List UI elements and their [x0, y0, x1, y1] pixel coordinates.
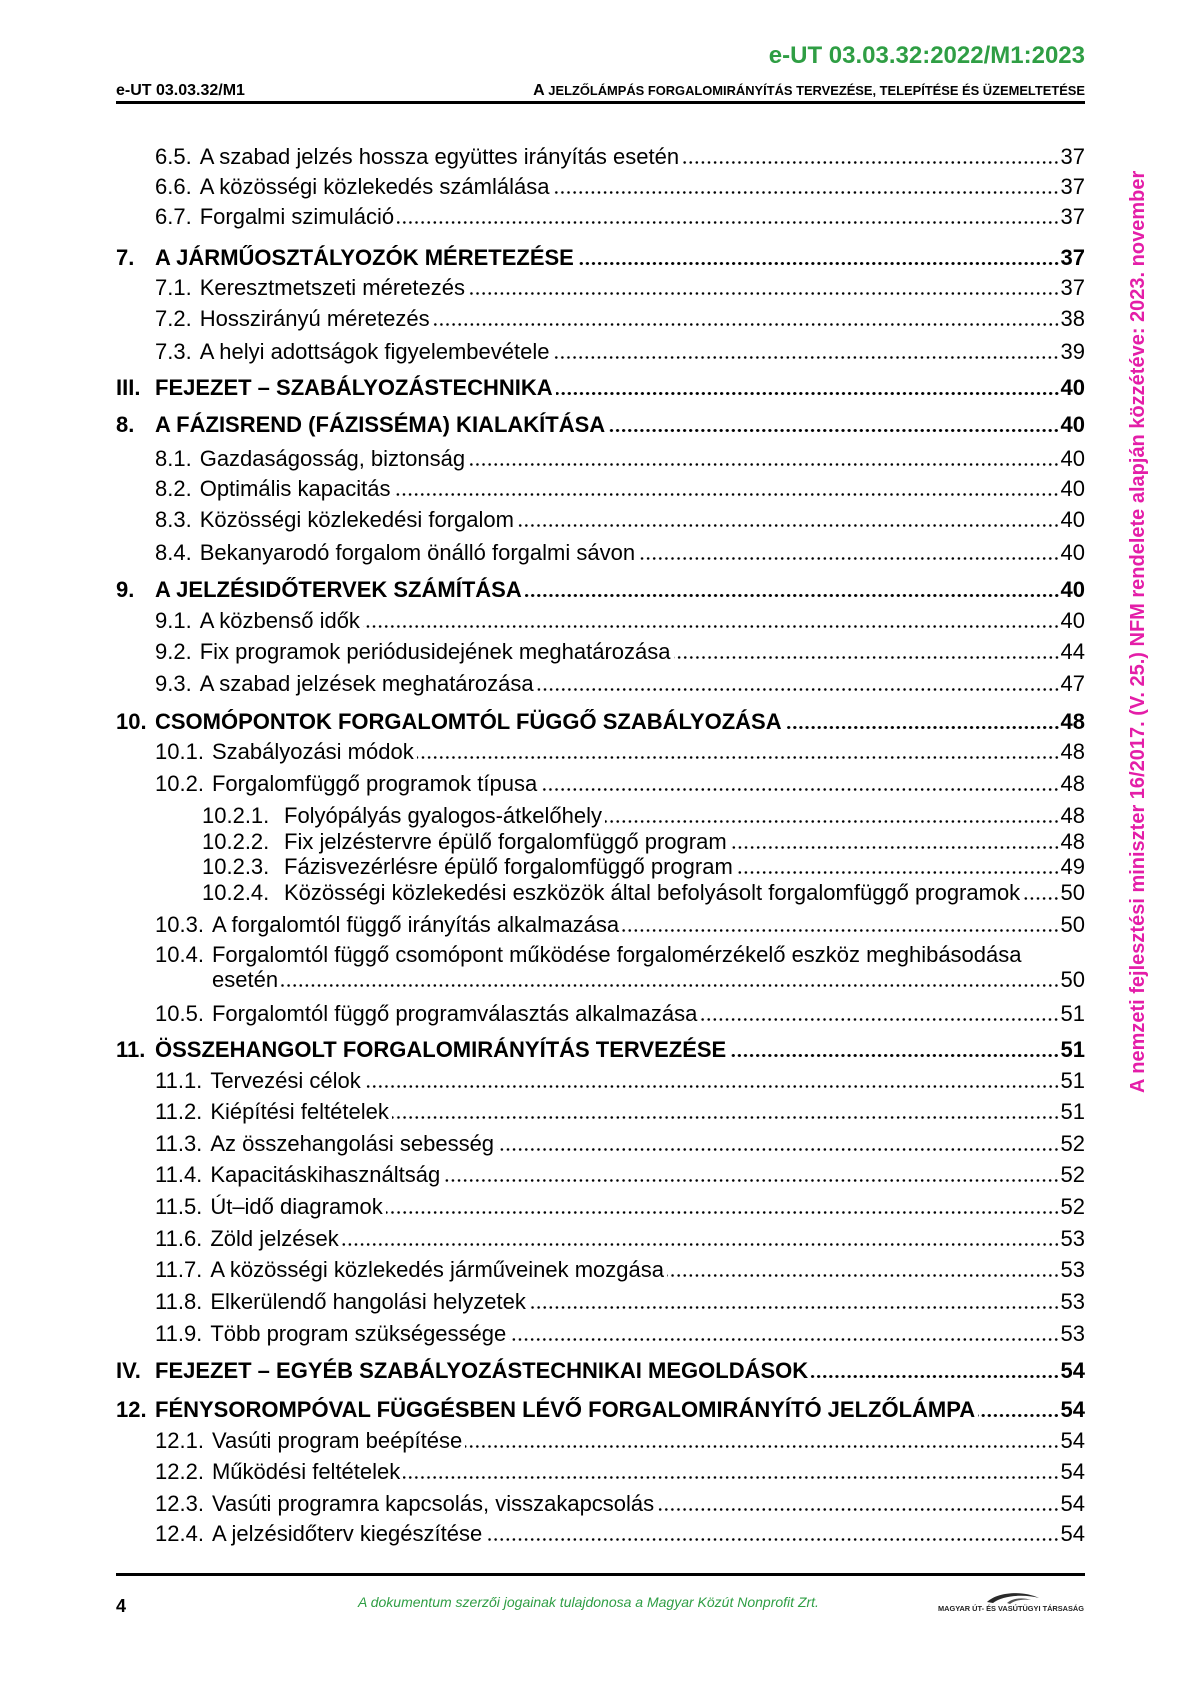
- toc-entry-page: 52: [1060, 1194, 1085, 1219]
- toc-entry-number: III.: [116, 375, 141, 400]
- toc-entry-title: Közösségi közlekedési eszközök által befolyásolt forgalomfüggő programok: [284, 880, 1021, 905]
- toc-entry[interactable]: [155, 1491, 1085, 1517]
- toc-entry[interactable]: [155, 1068, 1085, 1094]
- leader-dots: [364, 1085, 1060, 1088]
- toc-entry-page: 54: [1060, 1521, 1085, 1546]
- toc-entry-page: 40: [1060, 446, 1085, 471]
- toc-entry-title: Forgalomtól függő csomópont működése forgalomérzékelő eszköz meghibásodása: [211, 942, 1022, 967]
- toc-entry-title: Vasúti programra kapcsolás, visszakapcsolás: [211, 1491, 655, 1516]
- toc-entry-page: 47: [1060, 671, 1085, 696]
- toc-entry[interactable]: [155, 1162, 1085, 1188]
- toc-entry-title: FEJEZET – EGYÉB SZABÁLYOZÁSTECHNIKAI MEGOLDÁSOK: [155, 1358, 809, 1383]
- toc-entry-number: 11.5.: [155, 1194, 203, 1219]
- toc-entry-title: Fázisvezérlésre épülő forgalomfüggő program: [284, 854, 733, 879]
- leader-dots: [622, 929, 1059, 932]
- toc-entry-number: 11.8.: [155, 1289, 203, 1314]
- toc-entry-title: Folyópályás gyalogos-átkelőhely: [284, 803, 602, 828]
- toc-entry-number: 10.2.2.: [202, 829, 270, 854]
- leader-dots: [529, 1306, 1060, 1309]
- toc-entry-number: 12.1.: [155, 1428, 204, 1453]
- toc-entry-title: Optimális kapacitás: [199, 476, 391, 501]
- toc-entry[interactable]: [155, 446, 1085, 472]
- toc-entry-title: Keresztmetszeti méretezés: [199, 275, 466, 300]
- toc-entry-title: A közbenső idők: [199, 608, 360, 633]
- toc-entry-number: 7.3.: [155, 339, 192, 364]
- toc-entry[interactable]: [155, 1321, 1085, 1347]
- toc-entry-number: 6.6.: [155, 174, 192, 199]
- page-number: 4: [116, 1596, 127, 1616]
- toc-entry-title: Kapacitáskihasználtság: [210, 1162, 441, 1187]
- toc-entry-title: Működési feltételek: [211, 1459, 401, 1484]
- toc-entry-title: Fix jelzéstervre épülő forgalomfüggő program: [284, 829, 727, 854]
- leader-dots: [552, 191, 1059, 194]
- toc-entry-page: 54: [1060, 1358, 1085, 1383]
- leader-dots: [700, 1018, 1059, 1021]
- toc-entry-title: A közösségi közlekedés járműveinek mozgása: [210, 1257, 664, 1282]
- toc-entry-number: 9.1.: [155, 608, 192, 633]
- toc-entry-number: 9.: [116, 577, 135, 602]
- toc-entry[interactable]: [116, 245, 1085, 271]
- leader-dots: [433, 323, 1060, 326]
- toc-entry-title: A szabad jelzés hossza együttes irányítás esetén: [199, 144, 680, 169]
- toc-entry-page: 44: [1060, 639, 1085, 664]
- leader-dots: [485, 1538, 1059, 1541]
- toc-entry[interactable]: [155, 771, 1085, 797]
- toc-entry-page: 50: [1060, 880, 1085, 905]
- toc-entry-continuation[interactable]: [155, 967, 1085, 993]
- toc-entry-title: Forgalomfüggő programok típusa: [211, 771, 538, 796]
- running-header: [116, 81, 1085, 101]
- leader-dots: [443, 1179, 1059, 1182]
- toc-entry-page: 54: [1060, 1428, 1085, 1453]
- toc-entry[interactable]: [116, 375, 1085, 401]
- leader-dots: [674, 656, 1060, 659]
- toc-entry-number: 7.1.: [155, 275, 192, 300]
- toc-entry-title: Szabályozási módok: [211, 739, 414, 764]
- toc-entry-title: Hosszirányú méretezés: [199, 306, 430, 331]
- running-header-code: e-UT 03.03.32/M1: [116, 82, 245, 99]
- toc-entry-page: 40: [1060, 577, 1085, 602]
- toc-entry-title: Vasúti program beépítése: [211, 1428, 463, 1453]
- leader-dots: [509, 1338, 1059, 1341]
- toc-entry-page: 40: [1060, 375, 1085, 400]
- leader-dots: [517, 524, 1060, 527]
- toc-entry-number: 8.2.: [155, 476, 192, 501]
- toc-entry-page: 51: [1060, 1037, 1085, 1062]
- leader-dots: [552, 356, 1059, 359]
- toc-entry-number: 12.2.: [155, 1459, 204, 1484]
- toc-entry-title: Az összehangolási sebesség: [210, 1131, 495, 1156]
- toc-entry-number: 10.1.: [155, 739, 204, 764]
- toc-entry-title: ÖSSZEHANGOLT FORGALOMIRÁNYÍTÁS TERVEZÉSE: [155, 1037, 727, 1062]
- toc-entry-page: 37: [1060, 174, 1085, 199]
- header-divider: [116, 101, 1085, 104]
- toc-entry-number: 10.2.1.: [202, 803, 270, 828]
- toc-entry-page: 54: [1060, 1491, 1085, 1516]
- leader-dots: [730, 846, 1060, 849]
- leader-dots: [417, 756, 1060, 759]
- leader-dots: [978, 1414, 1059, 1417]
- toc-entry[interactable]: [155, 144, 1085, 170]
- toc-entry-title: Tervezési célok: [210, 1068, 361, 1093]
- toc-entry-page: 53: [1060, 1289, 1085, 1314]
- toc-entry-number: 11.6.: [155, 1226, 203, 1251]
- leader-dots: [1023, 897, 1059, 900]
- toc-entry-number: 10.: [116, 709, 147, 734]
- logo-text: MAGYAR ÚT- ÉS VASÚTÜGYI TÁRSASÁG: [938, 1606, 1077, 1613]
- toc-entry[interactable]: [155, 204, 1085, 230]
- toc-entry-title: Fix programok periódusidejének meghatározása: [199, 639, 671, 664]
- toc-entry-page: 53: [1060, 1226, 1085, 1251]
- toc-entry[interactable]: [155, 671, 1085, 697]
- toc-entry-page: 38: [1060, 306, 1085, 331]
- toc-entry[interactable]: [202, 880, 1085, 906]
- toc-entry-page: 37: [1060, 245, 1085, 270]
- toc-entry-title: Forgalomtól függő programválasztás alkalmazása: [211, 1001, 698, 1026]
- toc-entry[interactable]: [155, 1194, 1085, 1220]
- toc-entry[interactable]: [155, 1459, 1085, 1485]
- leader-dots: [667, 1274, 1060, 1277]
- toc-entry-page: 53: [1060, 1257, 1085, 1282]
- society-logo: [937, 1590, 1085, 1614]
- toc-entry[interactable]: [155, 275, 1085, 301]
- toc-entry-page: 40: [1060, 507, 1085, 532]
- toc-entry-number: 10.5.: [155, 1001, 204, 1026]
- toc-entry-title: Közösségi közlekedési forgalom: [199, 507, 514, 532]
- leader-dots: [281, 984, 1059, 987]
- toc-entry-number: 8.1.: [155, 446, 192, 471]
- toc-entry-page: 40: [1060, 540, 1085, 565]
- toc-entry-number: 10.4.: [155, 942, 204, 967]
- leader-dots: [638, 557, 1059, 560]
- toc-entry[interactable]: [116, 1037, 1085, 1063]
- toc-entry[interactable]: [116, 1358, 1085, 1384]
- leader-dots: [605, 820, 1060, 823]
- toc-entry-number: 10.2.3.: [202, 854, 270, 879]
- toc-entry-page: 37: [1060, 204, 1085, 229]
- toc-entry-page: 49: [1060, 854, 1085, 879]
- toc-entry-page: 53: [1060, 1321, 1085, 1346]
- leader-dots: [465, 1445, 1059, 1448]
- toc-entry[interactable]: [116, 412, 1085, 438]
- toc-entry-page: 50: [1060, 967, 1085, 992]
- toc-entry[interactable]: [155, 1521, 1085, 1547]
- copyright-notice: A dokumentum szerzői jogainak tulajdonosa a Magyar Közút Nonprofit Zrt.: [358, 1594, 819, 1610]
- toc-entry-title: Bekanyarodó forgalom önálló forgalmi sávon: [199, 540, 636, 565]
- toc-entry[interactable]: [155, 1428, 1085, 1454]
- toc-entry[interactable]: [155, 1257, 1085, 1283]
- toc-entry[interactable]: [116, 577, 1085, 603]
- leader-dots: [342, 1243, 1060, 1246]
- toc-entry-page: 48: [1060, 829, 1085, 854]
- leader-dots: [729, 1054, 1059, 1057]
- toc-entry-page: 40: [1060, 608, 1085, 633]
- toc-entry[interactable]: [116, 709, 1085, 735]
- toc-entry[interactable]: [202, 829, 1085, 855]
- toc-entry[interactable]: [155, 306, 1085, 332]
- toc-entry-page: 40: [1060, 476, 1085, 501]
- toc-entry-title: Kiépítési feltételek: [210, 1099, 389, 1124]
- leader-dots: [736, 871, 1060, 874]
- toc-entry[interactable]: [155, 174, 1085, 200]
- toc-entry-number: 12.3.: [155, 1491, 204, 1516]
- toc-entry-title: A forgalomtól függő irányítás alkalmazása: [211, 912, 620, 937]
- toc-entry-page: 54: [1060, 1459, 1085, 1484]
- leader-dots: [657, 1508, 1059, 1511]
- toc-entry-title: A közösségi közlekedés számlálása: [199, 174, 550, 199]
- leader-dots: [525, 594, 1060, 597]
- toc-entry-title: CSOMÓPONTOK FORGALOMTÓL FÜGGŐ SZABÁLYOZÁSA: [155, 709, 782, 734]
- document-code: e-UT 03.03.32:2022/M1:2023: [768, 42, 1085, 69]
- toc-entry-title: esetén: [212, 967, 279, 992]
- toc-entry-number: 8.4.: [155, 540, 192, 565]
- toc-entry-page: 48: [1060, 803, 1085, 828]
- leader-dots: [556, 392, 1060, 395]
- toc-entry-page: 52: [1060, 1162, 1085, 1187]
- toc-entry-number: 11.7.: [155, 1257, 203, 1282]
- leader-dots: [540, 788, 1059, 791]
- toc-entry[interactable]: [155, 739, 1085, 765]
- toc-entry[interactable]: [155, 339, 1085, 365]
- toc-entry-number: 11.4.: [155, 1162, 203, 1187]
- leader-dots: [393, 493, 1059, 496]
- toc-entry-number: 8.: [116, 412, 135, 437]
- leader-dots: [608, 429, 1059, 432]
- leader-dots: [403, 1476, 1059, 1479]
- toc-entry-number: 8.3.: [155, 507, 192, 532]
- toc-entry-number: IV.: [116, 1358, 141, 1383]
- toc-entry-page: 51: [1060, 1001, 1085, 1026]
- toc-entry[interactable]: [116, 1397, 1085, 1423]
- toc-entry-page: 48: [1060, 709, 1085, 734]
- toc-entry-title: Elkerülendő hangolási helyzetek: [210, 1289, 526, 1314]
- toc-entry-title: Több program szükségessége: [210, 1321, 507, 1346]
- leader-dots: [468, 292, 1060, 295]
- toc-entry-number: 7.: [116, 245, 135, 270]
- toc-entry-title: A jelzésidőterv kiegészítése: [211, 1521, 483, 1546]
- toc-entry-title: A szabad jelzések meghatározása: [199, 671, 534, 696]
- toc-entry-number: 10.3.: [155, 912, 204, 937]
- toc-entry[interactable]: [155, 639, 1085, 665]
- toc-entry-number: 6.5.: [155, 144, 192, 169]
- toc-entry-page: 39: [1060, 339, 1085, 364]
- toc-entry-page: 48: [1060, 739, 1085, 764]
- toc-entry-title: Zöld jelzések: [210, 1226, 339, 1251]
- toc-entry-title: Forgalmi szimuláció: [199, 204, 395, 229]
- toc-entry[interactable]: [155, 540, 1085, 566]
- leader-dots: [397, 221, 1059, 224]
- leader-dots: [811, 1375, 1059, 1378]
- toc-entry-number: 6.7.: [155, 204, 192, 229]
- leader-dots: [386, 1211, 1060, 1214]
- toc-entry[interactable]: [155, 1289, 1085, 1315]
- toc-entry[interactable]: [202, 854, 1085, 880]
- leader-dots: [468, 463, 1059, 466]
- toc-entry-title: Gazdaságosság, biztonság: [199, 446, 466, 471]
- toc-entry-page: 54: [1060, 1397, 1085, 1422]
- toc-entry-number: 12.: [116, 1397, 147, 1422]
- leader-dots: [497, 1148, 1059, 1151]
- toc-entry-number: 10.2.4.: [202, 880, 270, 905]
- toc-entry-title: A JELZÉSIDŐTERVEK SZÁMÍTÁSA: [155, 577, 522, 602]
- toc-entry-title: FEJEZET – SZABÁLYOZÁSTECHNIKA: [155, 375, 553, 400]
- leader-dots: [682, 161, 1059, 164]
- toc-entry[interactable]: [155, 912, 1085, 938]
- toc-entry-number: 9.3.: [155, 671, 192, 696]
- toc-entry[interactable]: [155, 1099, 1085, 1125]
- toc-entry-number: 10.2.: [155, 771, 204, 796]
- leader-dots: [577, 262, 1060, 265]
- toc-entry[interactable]: [155, 1001, 1085, 1027]
- publication-side-note: A nemzeti fejlesztési miniszter 16/2017. (V. 25.) NFM rendelete alapján közzétéve: 2023. november: [1127, 170, 1149, 1093]
- toc-entry-title: A FÁZISREND (FÁZISSÉMA) KIALAKÍTÁSA: [155, 412, 606, 437]
- toc-entry[interactable]: [155, 476, 1085, 502]
- toc-entry-number: 11.: [116, 1037, 146, 1062]
- toc-entry-page: 37: [1060, 144, 1085, 169]
- toc-entry[interactable]: [155, 1226, 1085, 1252]
- leader-dots: [392, 1116, 1060, 1119]
- toc-entry-page: 37: [1060, 275, 1085, 300]
- leader-dots: [785, 726, 1060, 729]
- toc-entry-page: 51: [1060, 1068, 1085, 1093]
- toc-entry-number: 12.4.: [155, 1521, 204, 1546]
- toc-entry-number: 11.9.: [155, 1321, 203, 1346]
- leader-dots: [363, 625, 1060, 628]
- toc-entry-page: 50: [1060, 912, 1085, 937]
- toc-entry-page: 40: [1060, 412, 1085, 437]
- footer-divider: [116, 1573, 1085, 1576]
- toc-entry[interactable]: [155, 507, 1085, 533]
- toc-entry[interactable]: [202, 803, 1085, 829]
- toc-entry[interactable]: [155, 942, 1085, 968]
- toc-entry[interactable]: [155, 1131, 1085, 1157]
- toc-entry-number: 11.3.: [155, 1131, 203, 1156]
- toc-entry-title: A JÁRMŰOSZTÁLYOZÓK MÉRETEZÉSE: [155, 245, 574, 270]
- toc-entry-number: 9.2.: [155, 639, 192, 664]
- toc-entry-page: 48: [1060, 771, 1085, 796]
- toc-entry[interactable]: [155, 608, 1085, 634]
- toc-entry-title: A helyi adottságok figyelembevétele: [199, 339, 550, 364]
- toc-entry-number: 11.2.: [155, 1099, 203, 1124]
- toc-entry-number: 11.1.: [155, 1068, 203, 1093]
- toc-entry-title: Út–idő diagramok: [210, 1194, 383, 1219]
- running-header-title: A JELZŐLÁMPÁS FORGALOMIRÁNYÍTÁS TERVEZÉSE, TELEPÍTÉSE ÉS ÜZEMELTETÉSE: [533, 82, 1085, 99]
- toc-entry-number: 7.2.: [155, 306, 192, 331]
- toc-entry-page: 51: [1060, 1099, 1085, 1124]
- toc-entry-title: FÉNYSOROMPÓVAL FÜGGÉSBEN LÉVŐ FORGALOMIRÁNYÍTÓ JELZŐLÁMPA: [155, 1397, 976, 1422]
- leader-dots: [537, 688, 1060, 691]
- toc-entry-page: 52: [1060, 1131, 1085, 1156]
